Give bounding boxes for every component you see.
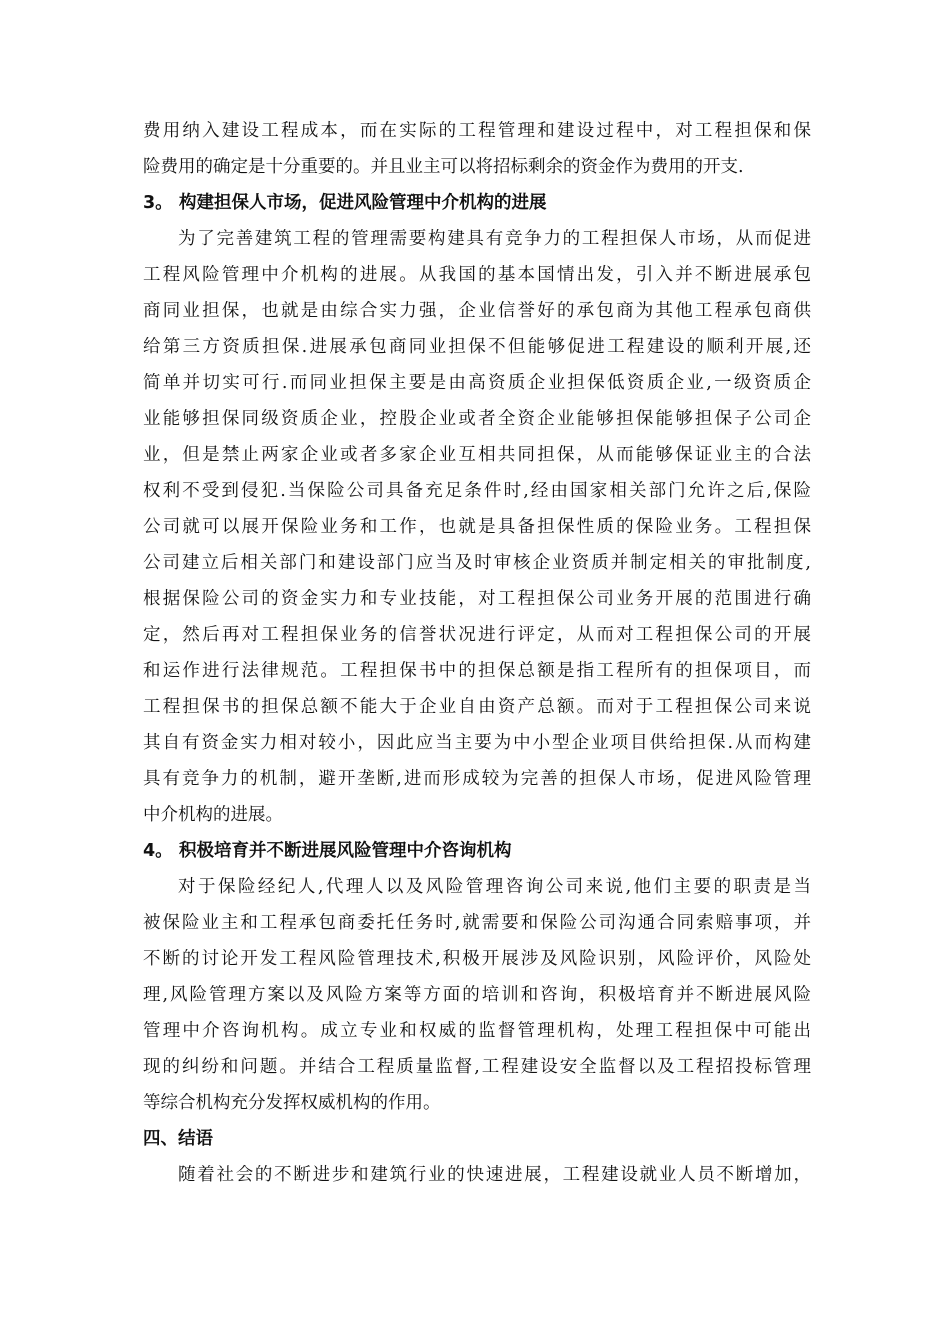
text-line: 现的纠纷和问题。并结合工程质量监督,工程建设安全监督以及工程招投标管理: [143, 1057, 811, 1077]
text-line: 定，然后再对工程担保业务的信誉状况进行评定，从而对工程担保公司的开展: [143, 625, 811, 645]
section-number: 3。: [143, 193, 173, 213]
section-3-paragraph: [143, 221, 811, 833]
section-number: 4。: [143, 841, 173, 861]
section-title: 构建担保人市场，促进风险管理中介机构的进展: [179, 193, 547, 213]
text-line: 被保险业主和工程承包商委托任务时,就需要和保险公司沟通合同索赔事项，并: [143, 913, 811, 933]
text-line: 管理中介咨询机构。成立专业和权威的监督管理机构，处理工程担保中可能出: [143, 1021, 811, 1041]
text-line: 工程担保书的担保总额不能大于企业自由资产总额。而对于工程担保公司来说: [143, 697, 811, 717]
text-line: 理,风险管理方案以及风险方案等方面的培训和咨询，积极培育并不断进展风险: [143, 985, 811, 1005]
text-line: 随着社会的不断进步和建筑行业的快速进展，工程建设就业人员不断增加，: [178, 1165, 811, 1185]
text-line: 和运作进行法律规范。工程担保书中的担保总额是指工程所有的担保项目，而: [143, 661, 811, 681]
text-line: 中介机构的进展。: [143, 805, 283, 825]
text-line: 对于保险经纪人,代理人以及风险管理咨询公司来说,他们主要的职责是当: [178, 877, 811, 897]
text-line: 简单并切实可行.而同业担保主要是由高资质企业担保低资质企业,一级资质企: [143, 373, 811, 393]
text-line: 公司建立后相关部门和建设部门应当及时审核企业资质并制定相关的审批制度,: [143, 553, 811, 573]
text-line: 权利不受到侵犯.当保险公司具备充足条件时,经由国家相关部门允许之后,保险: [143, 481, 811, 501]
section-heading-3: [143, 185, 811, 221]
text-line: 商同业担保，也就是由综合实力强，企业信誉好的承包商为其他工程承包商供: [143, 301, 811, 321]
text-line: 业能够担保同级资质企业，控股企业或者全资企业能够担保能够担保子公司企: [143, 409, 811, 429]
text-line: 工程风险管理中介机构的进展。从我国的基本国情出发，引入并不断进展承包: [143, 265, 811, 285]
paragraph-intro: [143, 113, 811, 185]
section-4-paragraph: [143, 869, 811, 1121]
section-heading-4: [143, 833, 811, 869]
text-line: 公司就可以展开保险业务和工作，也就是具备担保性质的保险业务。工程担保: [143, 517, 811, 537]
text-line: 根据保险公司的资金实力和专业技能，对工程担保公司业务开展的范围进行确: [143, 589, 811, 609]
text-line: 业，但是禁止两家企业或者多家企业互相共同担保，从而能够保证业主的合法: [143, 445, 811, 465]
text-line: 险费用的确定是十分重要的。并且业主可以将招标剩余的资金作为费用的开支.: [143, 157, 744, 177]
text-line: 其自有资金实力相对较小，因此应当主要为中小型企业项目供给担保.从而构建: [143, 733, 811, 753]
text-line: 等综合机构充分发挥权威机构的作用。: [143, 1093, 441, 1113]
text-line: 给第三方资质担保.进展承包商同业担保不但能够促进工程建设的顺利开展,还: [143, 337, 811, 357]
section-title: 四、结语: [143, 1129, 213, 1149]
text-line: 具有竞争力的机制，避开垄断,进而形成较为完善的担保人市场，促进风险管理: [143, 769, 811, 789]
conclusion-paragraph: [143, 1157, 811, 1193]
section-heading-conclusion: [143, 1121, 811, 1157]
document-body: [143, 113, 811, 1193]
section-title: 积极培育并不断进展风险管理中介咨询机构: [179, 841, 512, 861]
text-line: 费用纳入建设工程成本，而在实际的工程管理和建设过程中，对工程担保和保: [143, 121, 811, 141]
text-line: 不断的讨论开发工程风险管理技术,积极开展涉及风险识别，风险评价，风险处: [143, 949, 811, 969]
text-line: 为了完善建筑工程的管理需要构建具有竞争力的工程担保人市场，从而促进: [178, 229, 811, 249]
